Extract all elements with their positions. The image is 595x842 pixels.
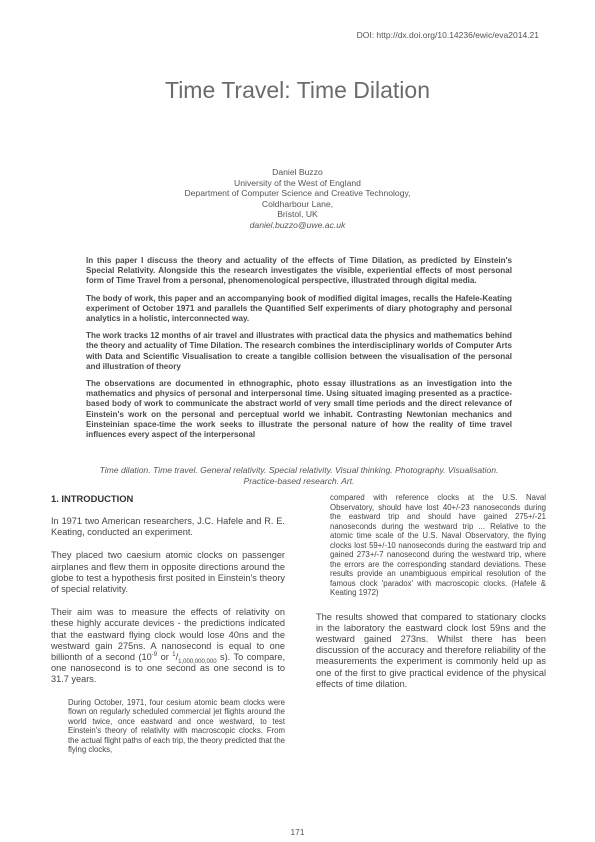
author-department: Department of Computer Science and Creative Technology, <box>184 188 411 199</box>
author-street: Coldharbour Lane, <box>261 198 334 209</box>
abstract <box>86 256 512 447</box>
body-paragraph: They placed two caesium atomic clocks on passenger airplanes and flew them in opposite directions around the globe to test a hypothesis first posited in Einstein's theory of special relativity. <box>51 550 285 595</box>
author-city: Bristol, UK <box>277 209 318 220</box>
abstract-paragraph: The body of work, this paper and an accompanying book of modified digital images, recalls the Hafele-Keating experiment of October 1971 and parallels the Quantified Self experiments of diary photography and personal analytics in a holistic, interconnected way. <box>86 293 512 324</box>
left-column <box>51 493 285 755</box>
text-run: s). To compare, one nanosecond is to one second as one second is to 31.7 years. <box>51 652 286 685</box>
text-run: Their aim was to measure the effects of relativity on these highly accurate devices - the predictions indicated that the eastward flying clock would lose 40ns and the westward gain 275ns. A nanosecond is equal to one billionth of a second (10 <box>51 607 285 663</box>
body-paragraph <box>51 607 285 685</box>
paper-title: Time Travel: Time Dilation <box>165 77 430 103</box>
author-email[interactable]: daniel.buzzo@uwe.ac.uk <box>249 219 346 230</box>
text-run: or <box>157 652 173 663</box>
block-quote: During October, 1971, four cesium atomic beam clocks were flown on regularly scheduled commercial jet flights around the world twice, once eastward and once westward, to test Einstein's theory of relativity with macroscopic clocks. From the actual flight paths of each trip, the theory predicted that the flying clocks, <box>68 697 285 755</box>
body-paragraph: In 1971 two American researchers, J.C. Hafele and R. E. Keating, conducted an experiment. <box>51 516 285 538</box>
abstract-paragraph: The work tracks 12 months of air travel and illustrates with practical data the physics and mathematics behind the theory and actuality of Time Dilation. The research combines the interdisciplinary worlds of Computer Arts with Data and Scientific Visualisation to create a tangible collision between the visualisation of the personal and illustration of theory <box>86 331 512 371</box>
block-quote-continued: compared with reference clocks at the U.S. Naval Observatory, should have lost 40+/-23 nanoseconds during the eastward trip and should have gained 275+/-21 nanoseconds during the westward trip ... Relative to the atomic time scale of the U.S. Naval Observatory, the flying clocks lost 59+/-10 nanoseconds during the eastward trip and gained 273+/-7 nanosecond during the westward trip, where the errors are the corresponding standard deviations. These results provide an unambiguous empirical resolution of the famous clock 'paradox' with macroscopic clocks. (Hafele & Keating 1972) <box>330 493 546 597</box>
fraction-slash: / <box>175 652 179 663</box>
fraction-numerator: 1 <box>172 651 176 658</box>
body-paragraph: The results showed that compared to stationary clocks in the laboratory the eastward clock lost 59ns and the westward gained 273ns. Whilst there has been discussion of the accuracy and therefore reliability of the measurements the experiment is commonly held up as one of the first to give practical evidence of the physical effects of time dilation. <box>316 611 546 689</box>
section-heading: 1. INTRODUCTION <box>51 493 134 504</box>
page-number: 171 <box>290 827 305 837</box>
exponent: -9 <box>151 651 158 658</box>
abstract-paragraph: The observations are documented in ethnographic, photo essay illustrations as an investigation into the mathematics and physics of personal and interpersonal time. Using situated imaging presented as a practice-based body of work to communicate the abstract world of very small time periods and the direct relevance of Einstein's work on the personal and perceptual world we inhabit. Contrasting Newtonian mechanics and Einsteinian space-time the work seeks to illustrate the personal nature of how the reality of time travel influences every aspect of the interpersonal <box>86 379 512 440</box>
doi-link[interactable]: DOI: http://dx.doi.org/10.14236/ewic/eva2014.21 <box>356 30 539 40</box>
abstract-paragraph: In this paper I discuss the theory and actuality of the effects of Time Dilation, as predicted by Einstein's Special Relativity. Alongside this the research investigates the visible, experiential effects of most personal form of Time Travel from a personal, phenomenological perspective, illustrated through digital media. <box>86 256 512 286</box>
fraction-denominator: 1,000,000,000 <box>178 658 217 665</box>
author-name: Daniel Buzzo <box>272 167 323 177</box>
keywords: Time dilation. Time travel. General relativity. Special relativity. Visual thinking. Photography. Visualisation. Practice-based research. Art. <box>99 465 499 486</box>
author-block <box>0 167 595 231</box>
right-column <box>316 493 546 702</box>
author-affiliation: University of the West of England <box>234 177 361 188</box>
